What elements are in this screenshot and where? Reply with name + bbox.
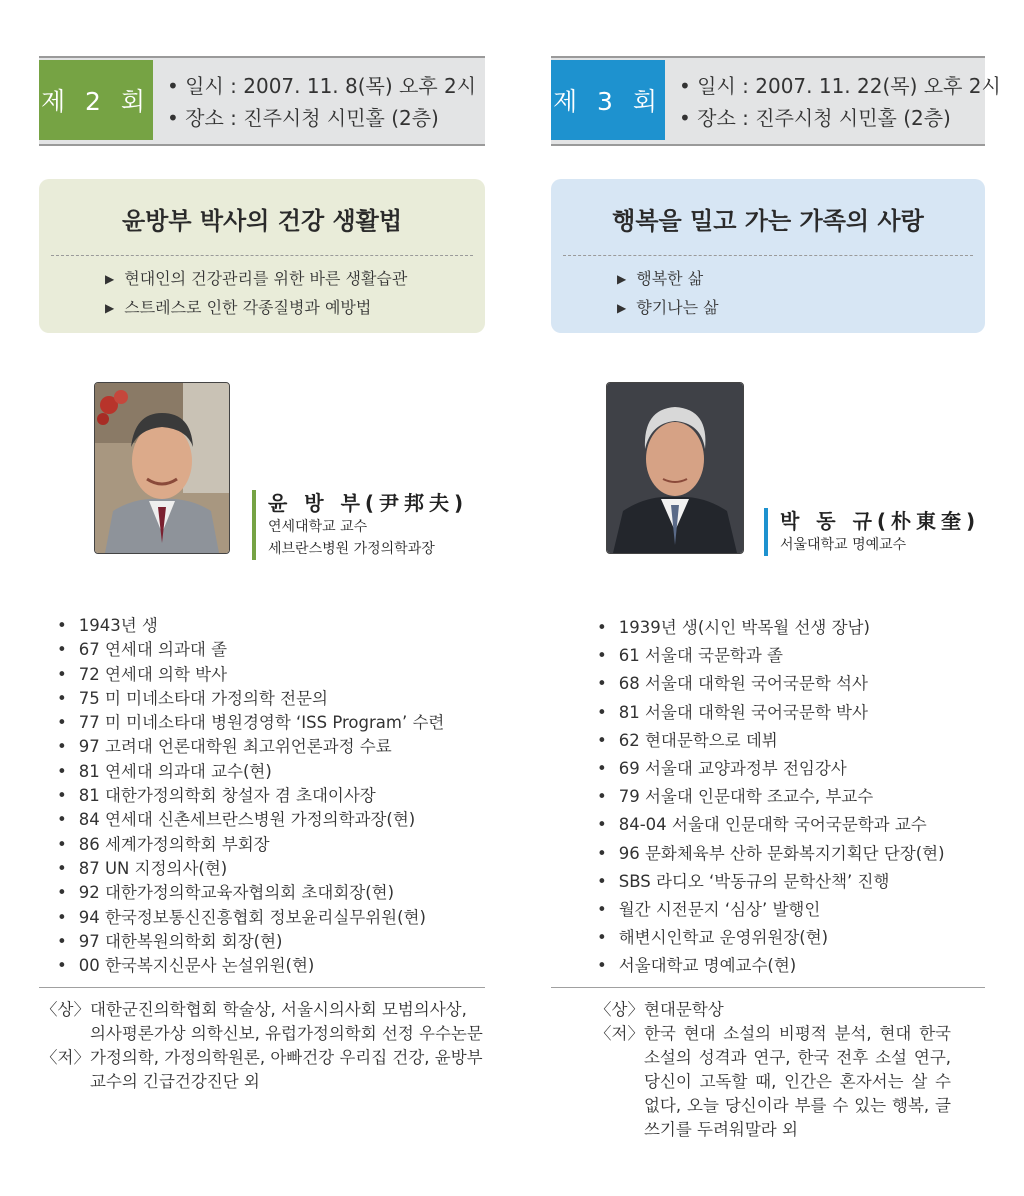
- career-item: • 84-04 서울대 인문대학 국어국문학과 교수: [597, 811, 945, 839]
- speaker-photo: [94, 382, 230, 554]
- lecture-topic-box: [39, 179, 485, 333]
- speaker-affiliation: 세브란스병원 가정의학과장: [268, 541, 435, 557]
- career-item: • 62 현대문학으로 데뷔: [597, 727, 945, 755]
- career-item: • 86 세계가정의학회 부회장: [57, 833, 444, 857]
- session-place: • 장소 : 진주시청 시민홀 (2층): [679, 106, 951, 130]
- career-item: • 67 연세대 의과대 졸: [57, 638, 444, 662]
- lecture-title: 행복을 밀고 가는 가족의 사랑: [612, 207, 924, 235]
- speaker-name: 윤 방 부(尹邦夫): [268, 491, 469, 515]
- topic-item: ▶ 스트레스로 인한 각종질병과 예방법: [105, 294, 407, 323]
- speaker-name: 박 동 규(朴東奎): [780, 509, 981, 533]
- session-info: [679, 70, 1001, 134]
- awards-and-works: [595, 998, 951, 1142]
- topic-list: [105, 265, 407, 323]
- section-divider: [39, 987, 485, 988]
- session-2-column: [39, 0, 485, 1196]
- career-item: • 72 연세대 의학 박사: [57, 663, 444, 687]
- speaker-photo: [606, 382, 744, 554]
- awards-and-works: [41, 998, 485, 1094]
- career-item: • 서울대학교 명예교수(현): [597, 952, 945, 980]
- session-date: • 일시 : 2007. 11. 8(목) 오후 2시: [167, 74, 477, 98]
- career-item: • SBS 라디오 ‘박동규의 문학산책’ 진행: [597, 868, 945, 896]
- career-item: • 94 한국정보통신진흥협회 정보윤리실무위원(현): [57, 906, 444, 930]
- career-item: • 79 서울대 인문대학 조교수, 부교수: [597, 783, 945, 811]
- career-item: • 77 미 미네소타대 병원경영학 ‘ISS Program’ 수련: [57, 711, 444, 735]
- career-item: • 81 대한가정의학회 창설자 겸 초대이사장: [57, 784, 444, 808]
- works-text: 한국 현대 소설의 비평적 분석, 현대 한국 소설의 성격과 연구, 한국 전후 소설 연구, 당신이 고독할 때, 인간은 혼자서는 살 수 없다, 오늘 당신이라 부를 수 있는 행복, 글쓰기를 두려워말라 외: [643, 1024, 951, 1139]
- career-item: • 68 서울대 대학원 국어국문학 석사: [597, 670, 945, 698]
- session-badge: 제 3 회: [551, 60, 665, 140]
- career-item: • 75 미 미네소타대 가정의학 전문의: [57, 687, 444, 711]
- lecture-topic-box: [551, 179, 985, 333]
- speaker-affiliation: 서울대학교 명예교수: [780, 537, 907, 553]
- topic-item: ▶ 행복한 삶: [617, 265, 719, 294]
- career-item: • 97 대한복원의학회 회장(현): [57, 930, 444, 954]
- career-item: • 69 서울대 교양과정부 전임강사: [597, 755, 945, 783]
- lecture-title: 윤방부 박사의 건강 생활법: [121, 207, 403, 235]
- session-badge: 제 2 회: [39, 60, 153, 140]
- awards-label: 〈상〉: [595, 1000, 644, 1019]
- session-info: [167, 70, 476, 134]
- career-item: • 00 한국복지신문사 논설위원(현): [57, 954, 444, 978]
- session-2-header: [39, 56, 485, 146]
- speaker-affiliation: 연세대학교 교수: [268, 519, 368, 535]
- session-3-header: [551, 56, 1001, 146]
- career-item: • 97 고려대 언론대학원 최고위언론과정 수료: [57, 735, 444, 759]
- career-item: • 87 UN 지정의사(현): [57, 857, 444, 881]
- career-item: • 81 연세대 의과대 교수(현): [57, 760, 444, 784]
- session-place: • 장소 : 진주시청 시민홀 (2층): [167, 106, 439, 130]
- awards-text: 대한군진의학협회 학술상, 서울시의사회 모범의사상, 의사평론가상 의학신보, 유럽가정의학회 선정 우수논문: [89, 1000, 483, 1043]
- career-item: • 81 서울대 대학원 국어국문학 박사: [597, 699, 945, 727]
- career-item: • 96 문화체육부 산하 문화복지기획단 단장(현): [597, 840, 945, 868]
- works-text: 가정의학, 가정의학원론, 아빠건강 우리집 건강, 윤방부 교수의 긴급건강진단 외: [89, 1048, 483, 1091]
- speaker-nameplate: [764, 508, 980, 556]
- session-date: • 일시 : 2007. 11. 22(목) 오후 2시: [679, 74, 1001, 98]
- career-item: • 해변시인학교 운영위원장(현): [597, 924, 945, 952]
- career-item: • 1939년 생(시인 박목월 선생 장남): [597, 614, 945, 642]
- works-label: 〈저〉: [595, 1024, 644, 1043]
- session-3-column: [551, 0, 1001, 1196]
- career-item: • 월간 시전문지 ‘심상’ 발행인: [597, 896, 945, 924]
- awards-text: 현대문학상: [643, 1000, 724, 1019]
- career-item: • 1943년 생: [57, 614, 444, 638]
- career-item: • 92 대한가정의학교육자협의회 초대회장(현): [57, 881, 444, 905]
- topic-item: ▶ 향기나는 삶: [617, 294, 719, 323]
- topic-list: [617, 265, 719, 323]
- awards-label: 〈상〉: [41, 1000, 90, 1019]
- works-label: 〈저〉: [41, 1048, 90, 1067]
- career-list: [597, 614, 945, 981]
- divider: [563, 255, 973, 256]
- topic-item: ▶ 현대인의 건강관리를 위한 바른 생활습관: [105, 265, 407, 294]
- career-item: • 84 연세대 신촌세브란스병원 가정의학과장(현): [57, 808, 444, 832]
- career-item: • 61 서울대 국문학과 졸: [597, 642, 945, 670]
- career-list: [57, 614, 444, 978]
- speaker-nameplate: [252, 490, 468, 560]
- section-divider: [551, 987, 985, 988]
- divider: [51, 255, 473, 256]
